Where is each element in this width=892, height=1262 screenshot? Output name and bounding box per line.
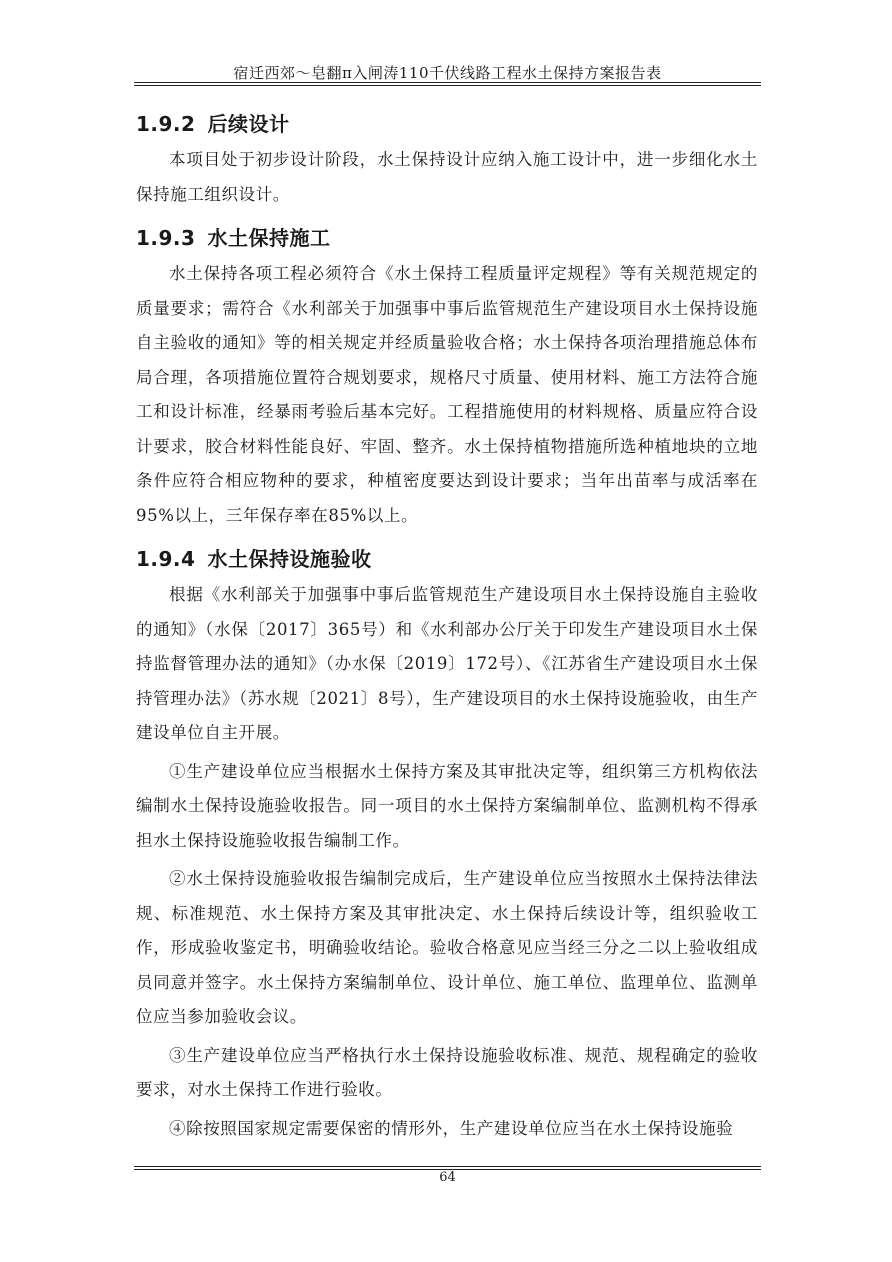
section-1-9-2 [136,107,758,212]
section-1-9-3 [136,221,758,533]
paragraph: 本项目处于初步设计阶段，水土保持设计应纳入施工设计中，进一步细化水土保持施工组织设计。 [136,150,758,204]
page-body [136,98,758,1150]
section-number: 1.9.3 [136,226,196,250]
section-1-9-4 [136,542,758,1146]
section-title: 水土保持设施验收 [207,547,372,571]
section-title: 后续设计 [207,112,290,136]
section-number: 1.9.2 [136,112,196,136]
paragraph: ②水土保持设施验收报告编制完成后，生产建设单位应当按照水土保持法律法规、标准规范、水土保持方案及其审批决定、水土保持后续设计等，组织验收工作，形成验收鉴定书，明确验收结论。验收合格意见应当经三分之二以上验收组成员同意并签字。水土保持方案编制单位、设计单位、施工单位、监理单位、监测单位应当参加验收会议。 [136,869,758,1026]
section-title: 水土保持施工 [207,226,331,250]
header-rule [134,82,761,83]
paragraph: ③生产建设单位应当严格执行水土保持设施验收标准、规范、规程确定的验收要求，对水土保持工作进行验收。 [136,1045,758,1099]
section-heading [136,107,758,141]
header-rule-double [134,85,761,86]
paragraph: 水土保持各项工程必须符合《水土保持工程质量评定规程》等有关规范规定的质量要求；需符合《水利部关于加强事中事后监管规范生产建设项目水土保持设施自主验收的通知》等的相关规定并经质量验收合格；水土保持各项治理措施总体布局合理，各项措施位置符合规划要求，规格尺寸质量、使用材料、施工方法符合施工和设计标准，经暴雨考验后基本完好。工程措施使用的材料规格、质量应符合设计要求，胶合材料性能良好、牢固、整齐。水土保持植物措施所选种植地块的立地条件应符合相应物种的要求，种植密度要达到设计要求；当年出苗率与成活率在95%以上，三年保存率在85%以上。 [136,264,758,525]
paragraph: ④除按照国家规定需要保密的情形外，生产建设单位应当在水土保持设施验 [169,1118,734,1138]
running-header: 宿迁西郊～皂翻π入闸涛110千伏线路工程水土保持方案报告表 [233,64,662,82]
page-number: 64 [439,1170,456,1185]
section-heading [136,542,758,576]
footer-rule [134,1166,761,1167]
section-number: 1.9.4 [136,547,196,571]
paragraph: ①生产建设单位应当根据水土保持方案及其审批决定等，组织第三方机构依法编制水土保持设施验收报告。同一项目的水土保持方案编制单位、监测机构不得承担水土保持设施验收报告编制工作。 [136,761,758,850]
paragraph: 根据《水利部关于加强事中事后监管规范生产建设项目水土保持设施自主验收的通知》（水保〔2017〕365号）和《水利部办公厅关于印发生产建设项目水土保持监督管理办法的通知》（办水保〔2019〕172号）、《江苏省生产建设项目水土保持管理办法》（苏水规〔2021〕8号），生产建设项目的水土保持设施验收，由生产建设单位自主开展。 [136,585,758,742]
section-heading [136,221,758,255]
